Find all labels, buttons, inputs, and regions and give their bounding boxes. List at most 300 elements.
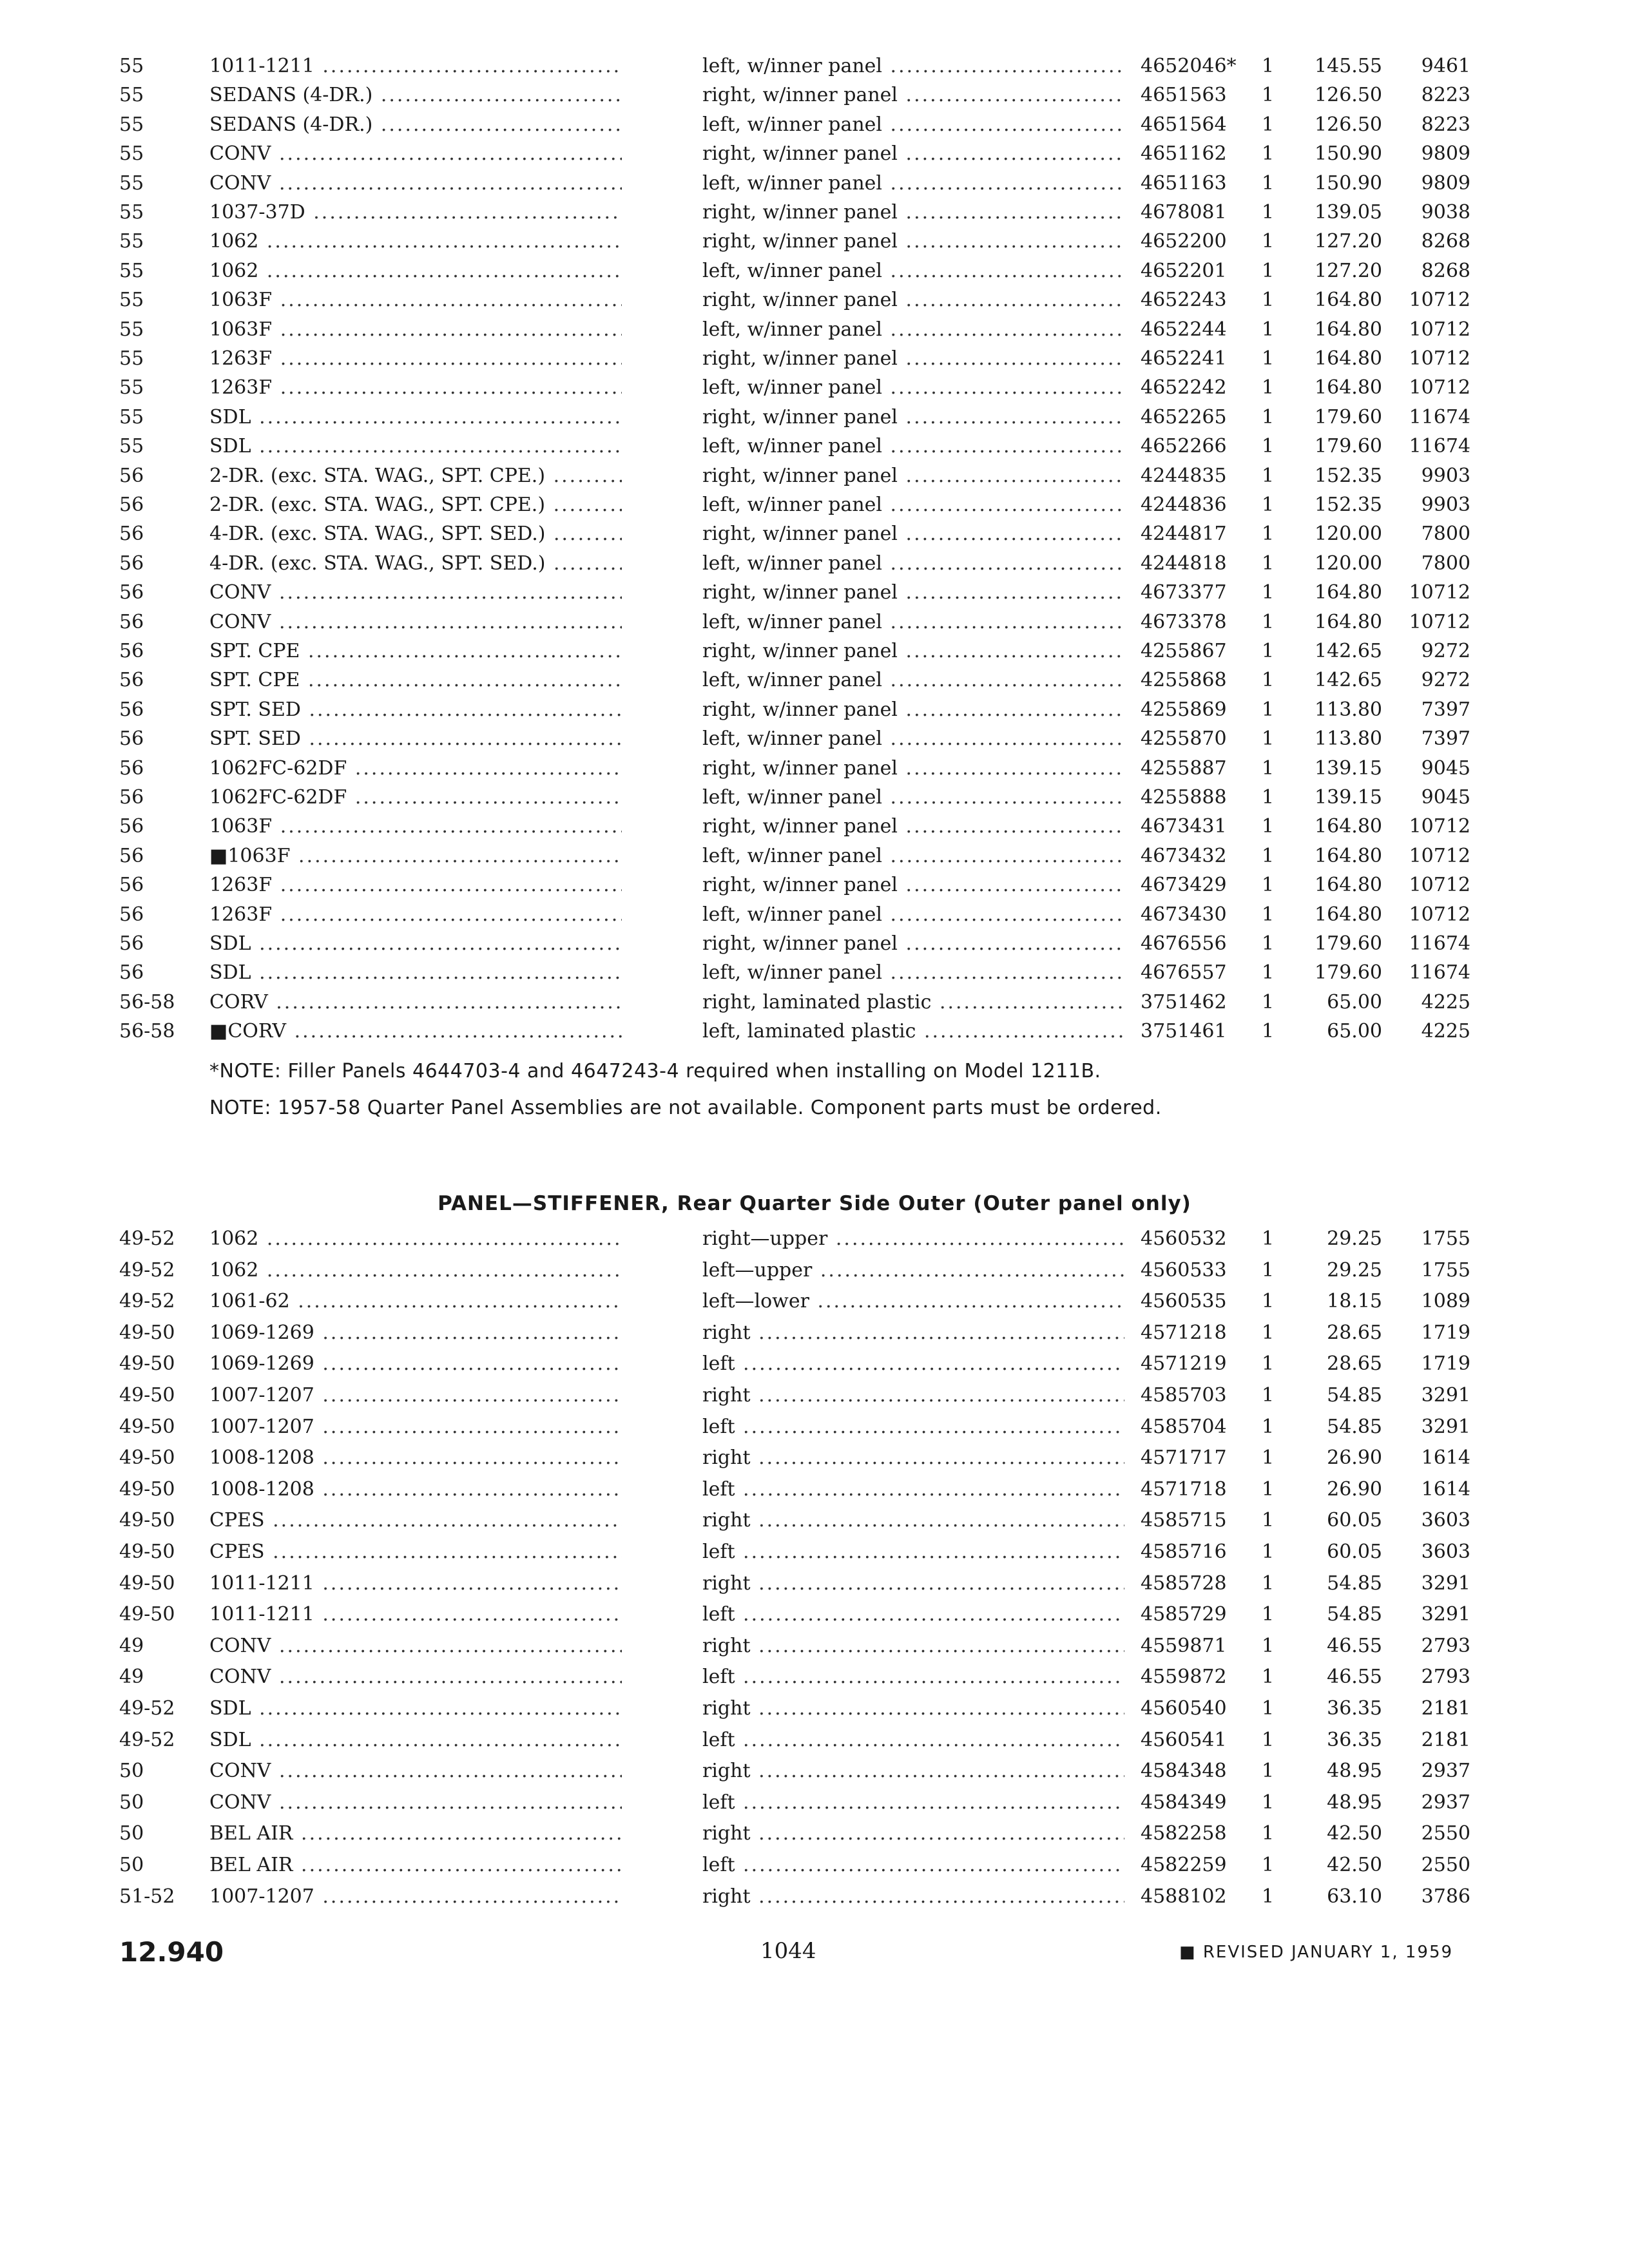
part-number: 4571219	[1141, 1352, 1227, 1376]
parts-row	[0, 1662, 1629, 1692]
parts-row	[0, 870, 1629, 900]
part-number: 4676557	[1141, 961, 1227, 985]
part-number: 4678081	[1141, 201, 1227, 224]
part-number: 4560541	[1141, 1728, 1227, 1751]
model: 1011-1211 .....	[209, 1600, 622, 1629]
model-year: 56	[119, 961, 144, 985]
model: SPT. CPE .....	[209, 637, 622, 666]
parts-row	[0, 1850, 1629, 1880]
quantity: 1	[1262, 1446, 1275, 1470]
code: 3291	[1421, 1603, 1470, 1626]
model-year: 49-52	[119, 1697, 175, 1720]
model: 1069-1269 .....	[209, 1349, 622, 1379]
quantity: 1	[1262, 1541, 1275, 1563]
quantity: 1	[1262, 698, 1275, 721]
model: 1062 .....	[209, 227, 622, 256]
price: 150.90	[1315, 142, 1382, 166]
quantity: 1	[1262, 347, 1275, 370]
part-number: 4652265	[1141, 405, 1227, 428]
quantity: 1	[1262, 1352, 1275, 1376]
quantity: 1	[1262, 1791, 1275, 1814]
part-number: 4571218	[1141, 1321, 1227, 1344]
code: 9045	[1421, 786, 1470, 809]
part-number: 4244818	[1141, 552, 1227, 575]
model: 1011-1211 .....	[209, 1569, 622, 1599]
model-year: 56	[119, 610, 144, 633]
quantity: 1	[1262, 1321, 1275, 1344]
model: SPT. CPE .....	[209, 666, 622, 695]
description: right, w/inner panel .....	[702, 870, 1124, 900]
page-identifier: 12.940	[119, 1936, 224, 1968]
price: 179.60	[1315, 405, 1382, 428]
parts-row	[0, 1788, 1629, 1818]
code: 7397	[1421, 727, 1470, 751]
quantity: 1	[1262, 1728, 1275, 1751]
model-year: 56	[119, 698, 144, 721]
description: right .....	[702, 1318, 1124, 1348]
description: left—lower .....	[702, 1287, 1124, 1316]
description: left, w/inner panel .....	[702, 783, 1124, 812]
price: 120.00	[1315, 552, 1382, 575]
quantity: 1	[1262, 171, 1275, 195]
model-year: 49-52	[119, 1258, 175, 1282]
description: left, w/inner panel .....	[702, 169, 1124, 198]
note-filler-panels: *NOTE: Filler Panels 4644703-4 and 4647243-4 required when installing on Model 1211B.	[209, 1060, 1101, 1082]
part-number: 4255867	[1141, 640, 1227, 662]
code: 11674	[1409, 932, 1470, 955]
model-year: 56	[119, 874, 144, 897]
description: left, w/inner panel .....	[702, 724, 1124, 754]
parts-row	[0, 1224, 1629, 1254]
code: 2550	[1421, 1854, 1470, 1876]
price: 164.80	[1315, 903, 1382, 926]
model: 1007-1207 .....	[209, 1412, 622, 1442]
model: 1263F .....	[209, 373, 622, 403]
model-year: 56	[119, 552, 144, 575]
parts-row	[0, 403, 1629, 432]
quantity: 1	[1262, 289, 1275, 312]
description: right, w/inner panel .....	[702, 519, 1124, 549]
price: 60.05	[1327, 1509, 1382, 1532]
price: 29.25	[1327, 1258, 1382, 1282]
quantity: 1	[1262, 55, 1275, 77]
model-year: 56	[119, 932, 144, 955]
quantity: 1	[1262, 1415, 1275, 1438]
code: 4225	[1421, 1020, 1470, 1043]
quantity: 1	[1262, 552, 1275, 575]
model: 2-DR. (exc. STA. WAG., SPT. CPE.) .....	[209, 490, 622, 520]
part-number: 4560535	[1141, 1290, 1227, 1313]
model-year: 49-50	[119, 1603, 175, 1626]
model: 1069-1269 .....	[209, 1318, 622, 1348]
parts-row	[0, 490, 1629, 520]
quantity: 1	[1262, 1227, 1275, 1250]
part-number: 4585704	[1141, 1415, 1227, 1438]
price: 164.80	[1315, 376, 1382, 399]
model: 1263F .....	[209, 344, 622, 374]
parts-row	[0, 1569, 1629, 1599]
parts-row	[0, 900, 1629, 930]
code: 9045	[1421, 756, 1470, 780]
price: 150.90	[1315, 171, 1382, 195]
description: right .....	[702, 1381, 1124, 1410]
parts-row	[0, 1819, 1629, 1849]
model: 1063F .....	[209, 315, 622, 345]
code: 3291	[1421, 1384, 1470, 1407]
price: 54.85	[1327, 1415, 1382, 1438]
model: SDL .....	[209, 403, 622, 432]
price: 42.50	[1327, 1822, 1382, 1845]
parts-row	[0, 724, 1629, 754]
model-year: 56	[119, 844, 144, 867]
code: 10712	[1409, 903, 1470, 926]
quantity: 1	[1262, 494, 1275, 516]
description: left .....	[702, 1600, 1124, 1629]
model: 4-DR. (exc. STA. WAG., SPT. SED.) .....	[209, 519, 622, 549]
quantity: 1	[1262, 1760, 1275, 1783]
price: 179.60	[1315, 435, 1382, 458]
price: 139.15	[1315, 756, 1382, 780]
code: 10712	[1409, 318, 1470, 341]
price: 65.00	[1327, 990, 1382, 1014]
model-year: 55	[119, 171, 144, 195]
quantity: 1	[1262, 786, 1275, 809]
code: 2937	[1421, 1791, 1470, 1814]
part-number: 4584348	[1141, 1760, 1227, 1783]
model-year: 55	[119, 201, 144, 224]
revised-date: ■ REVISED JANUARY 1, 1959	[1179, 1943, 1454, 1962]
model-year: 49-52	[119, 1227, 175, 1250]
parts-row	[0, 1017, 1629, 1046]
price: 113.80	[1315, 698, 1382, 721]
parts-row	[0, 198, 1629, 227]
description: right, w/inner panel .....	[702, 139, 1124, 169]
code: 10712	[1409, 581, 1470, 604]
model: CONV .....	[209, 1662, 622, 1692]
model: CPES .....	[209, 1537, 622, 1567]
quantity: 1	[1262, 640, 1275, 662]
code: 1719	[1421, 1352, 1470, 1376]
description: left—upper .....	[702, 1256, 1124, 1285]
code: 11674	[1409, 405, 1470, 428]
price: 28.65	[1327, 1352, 1382, 1376]
page-number: 1044	[760, 1938, 816, 1964]
code: 3603	[1421, 1509, 1470, 1532]
description: left, w/inner panel .....	[702, 432, 1124, 461]
part-number: 4673431	[1141, 815, 1227, 838]
description: left .....	[702, 1349, 1124, 1379]
model-year: 56	[119, 581, 144, 604]
parts-row	[0, 432, 1629, 461]
code: 9903	[1421, 494, 1470, 516]
model: CONV .....	[209, 608, 622, 637]
part-number: 4588102	[1141, 1885, 1227, 1908]
code: 3291	[1421, 1571, 1470, 1595]
quantity: 1	[1262, 1634, 1275, 1657]
quantity: 1	[1262, 874, 1275, 897]
parts-row	[0, 1318, 1629, 1348]
model: 1263F .....	[209, 870, 622, 900]
model-year: 56	[119, 903, 144, 926]
model-year: 49-50	[119, 1477, 175, 1501]
code: 2550	[1421, 1822, 1470, 1845]
part-number: 4560532	[1141, 1227, 1227, 1250]
model-year: 56	[119, 669, 144, 692]
parts-row	[0, 169, 1629, 198]
description: left .....	[702, 1475, 1124, 1504]
quantity: 1	[1262, 435, 1275, 458]
model-year: 49-50	[119, 1384, 175, 1407]
model-year: 50	[119, 1854, 144, 1876]
model: 1063F .....	[209, 812, 622, 841]
description: right, laminated plastic .....	[702, 988, 1124, 1017]
description: left, w/inner panel .....	[702, 841, 1124, 871]
quantity: 1	[1262, 932, 1275, 955]
model: ■CORV .....	[209, 1017, 622, 1046]
description: left, w/inner panel .....	[702, 256, 1124, 286]
parts-row	[0, 285, 1629, 315]
code: 8223	[1421, 113, 1470, 136]
model-year: 56	[119, 756, 144, 780]
description: left, w/inner panel .....	[702, 549, 1124, 579]
price: 139.15	[1315, 786, 1382, 809]
part-number: 4673378	[1141, 610, 1227, 633]
description: right .....	[702, 1443, 1124, 1473]
model-year: 49-52	[119, 1728, 175, 1751]
part-number: 4652242	[1141, 376, 1227, 399]
model: SDL .....	[209, 929, 622, 959]
code: 9272	[1421, 669, 1470, 692]
part-number: 4559871	[1141, 1634, 1227, 1657]
part-number: 4673430	[1141, 903, 1227, 926]
quantity: 1	[1262, 1822, 1275, 1845]
quantity: 1	[1262, 1020, 1275, 1043]
model: CONV .....	[209, 1631, 622, 1661]
code: 10712	[1409, 610, 1470, 633]
parts-row	[0, 227, 1629, 256]
description: left, w/inner panel .....	[702, 900, 1124, 930]
code: 7397	[1421, 698, 1470, 721]
description: right—upper .....	[702, 1224, 1124, 1254]
code: 8268	[1421, 259, 1470, 282]
price: 164.80	[1315, 581, 1382, 604]
parts-row	[0, 754, 1629, 783]
description: right, w/inner panel .....	[702, 754, 1124, 783]
model-year: 56	[119, 815, 144, 838]
model-year: 56	[119, 523, 144, 546]
model: 4-DR. (exc. STA. WAG., SPT. SED.) .....	[209, 549, 622, 579]
part-number: 4571717	[1141, 1446, 1227, 1470]
parts-row	[0, 608, 1629, 637]
price: 164.80	[1315, 815, 1382, 838]
parts-row	[0, 988, 1629, 1017]
price: 113.80	[1315, 727, 1382, 751]
part-number: 4255888	[1141, 786, 1227, 809]
quantity: 1	[1262, 903, 1275, 926]
price: 164.80	[1315, 289, 1382, 312]
code: 2937	[1421, 1760, 1470, 1783]
quantity: 1	[1262, 844, 1275, 867]
description: left .....	[702, 1725, 1124, 1755]
model: 2-DR. (exc. STA. WAG., SPT. CPE.) .....	[209, 461, 622, 491]
code: 7800	[1421, 523, 1470, 546]
model: SEDANS (4-DR.) .....	[209, 110, 622, 140]
description: left, w/inner panel .....	[702, 110, 1124, 140]
part-number: 4651563	[1141, 84, 1227, 107]
description: right .....	[702, 1819, 1124, 1849]
parts-row	[0, 110, 1629, 140]
model-year: 55	[119, 55, 144, 77]
code: 2793	[1421, 1666, 1470, 1689]
description: left, w/inner panel .....	[702, 958, 1124, 988]
price: 126.50	[1315, 113, 1382, 136]
price: 28.65	[1327, 1321, 1382, 1344]
quantity: 1	[1262, 756, 1275, 780]
model-year: 55	[119, 142, 144, 166]
quantity: 1	[1262, 727, 1275, 751]
part-number: 4244835	[1141, 464, 1227, 487]
section-title: PANEL—STIFFENER, Rear Quarter Side Outer (Outer panel only)	[438, 1192, 1191, 1215]
price: 152.35	[1315, 494, 1382, 516]
parts-row	[0, 958, 1629, 988]
parts-row	[0, 1349, 1629, 1379]
quantity: 1	[1262, 113, 1275, 136]
price: 26.90	[1327, 1446, 1382, 1470]
model: 1062 .....	[209, 1256, 622, 1285]
part-number: 4559872	[1141, 1666, 1227, 1689]
model-year: 49-50	[119, 1571, 175, 1595]
code: 9903	[1421, 464, 1470, 487]
part-number: 4585716	[1141, 1541, 1227, 1563]
code: 9038	[1421, 201, 1470, 224]
description: right, w/inner panel .....	[702, 812, 1124, 841]
quantity: 1	[1262, 1384, 1275, 1407]
description: right, w/inner panel .....	[702, 344, 1124, 374]
description: left .....	[702, 1788, 1124, 1818]
part-number: 4255869	[1141, 698, 1227, 721]
description: right .....	[702, 1506, 1124, 1535]
description: left .....	[702, 1412, 1124, 1442]
price: 48.95	[1327, 1760, 1382, 1783]
price: 54.85	[1327, 1571, 1382, 1595]
model-year: 56	[119, 727, 144, 751]
price: 54.85	[1327, 1603, 1382, 1626]
model-year: 56	[119, 464, 144, 487]
parts-row	[0, 1756, 1629, 1786]
code: 10712	[1409, 376, 1470, 399]
model: SPT. SED .....	[209, 724, 622, 754]
model: SDL .....	[209, 1694, 622, 1724]
price: 120.00	[1315, 523, 1382, 546]
part-number: 4585729	[1141, 1603, 1227, 1626]
model-year: 49	[119, 1666, 144, 1689]
description: right .....	[702, 1882, 1124, 1912]
parts-row	[0, 373, 1629, 403]
code: 10712	[1409, 815, 1470, 838]
quantity: 1	[1262, 610, 1275, 633]
model: 1062FC-62DF .....	[209, 754, 622, 783]
parts-row	[0, 695, 1629, 725]
model: CONV .....	[209, 139, 622, 169]
price: 179.60	[1315, 932, 1382, 955]
code: 9809	[1421, 142, 1470, 166]
price: 164.80	[1315, 318, 1382, 341]
model-year: 51-52	[119, 1885, 175, 1908]
parts-row	[0, 1694, 1629, 1724]
parts-row	[0, 841, 1629, 871]
part-number: 3751461	[1141, 1020, 1227, 1043]
part-number: 4652266	[1141, 435, 1227, 458]
description: right, w/inner panel .....	[702, 461, 1124, 491]
model: 1263F .....	[209, 900, 622, 930]
model-year: 56	[119, 494, 144, 516]
model: 1063F .....	[209, 285, 622, 315]
model-year: 50	[119, 1791, 144, 1814]
quantity: 1	[1262, 259, 1275, 282]
quantity: 1	[1262, 1290, 1275, 1313]
price: 65.00	[1327, 1020, 1382, 1043]
parts-row	[0, 1412, 1629, 1442]
price: 164.80	[1315, 844, 1382, 867]
parts-row	[0, 256, 1629, 286]
price: 127.20	[1315, 259, 1382, 282]
model: 1008-1208 .....	[209, 1443, 622, 1473]
model: SPT. SED .....	[209, 695, 622, 725]
quantity: 1	[1262, 318, 1275, 341]
parts-row	[0, 1256, 1629, 1285]
description: left, w/inner panel .....	[702, 666, 1124, 695]
model-year: 55	[119, 113, 144, 136]
description: left, w/inner panel .....	[702, 315, 1124, 345]
model-year: 49-50	[119, 1321, 175, 1344]
model-year: 56-58	[119, 1020, 175, 1043]
quantity: 1	[1262, 464, 1275, 487]
model-year: 49-50	[119, 1446, 175, 1470]
quantity: 1	[1262, 142, 1275, 166]
quantity: 1	[1262, 961, 1275, 985]
quantity: 1	[1262, 84, 1275, 107]
model: CONV .....	[209, 1756, 622, 1786]
quantity: 1	[1262, 815, 1275, 838]
part-number: 4582259	[1141, 1854, 1227, 1876]
part-number: 4584349	[1141, 1791, 1227, 1814]
model-year: 49-52	[119, 1290, 175, 1313]
model: BEL AIR .....	[209, 1850, 622, 1880]
quantity: 1	[1262, 669, 1275, 692]
description: left, w/inner panel .....	[702, 52, 1124, 81]
model: CONV .....	[209, 1788, 622, 1818]
description: left, w/inner panel .....	[702, 490, 1124, 520]
code: 9272	[1421, 640, 1470, 662]
part-number: 4673377	[1141, 581, 1227, 604]
model: BEL AIR .....	[209, 1819, 622, 1849]
model: 1061-62 .....	[209, 1287, 622, 1316]
parts-row	[0, 1537, 1629, 1567]
part-number: 4244817	[1141, 523, 1227, 546]
model: CORV .....	[209, 988, 622, 1017]
quantity: 1	[1262, 1258, 1275, 1282]
part-number: 4585715	[1141, 1509, 1227, 1532]
price: 18.15	[1327, 1290, 1382, 1313]
part-number: 4651564	[1141, 113, 1227, 136]
code: 2181	[1421, 1697, 1470, 1720]
description: right .....	[702, 1569, 1124, 1599]
part-number: 4652200	[1141, 230, 1227, 253]
price: 164.80	[1315, 874, 1382, 897]
part-number: 4673432	[1141, 844, 1227, 867]
quantity: 1	[1262, 990, 1275, 1014]
part-number: 4585703	[1141, 1384, 1227, 1407]
